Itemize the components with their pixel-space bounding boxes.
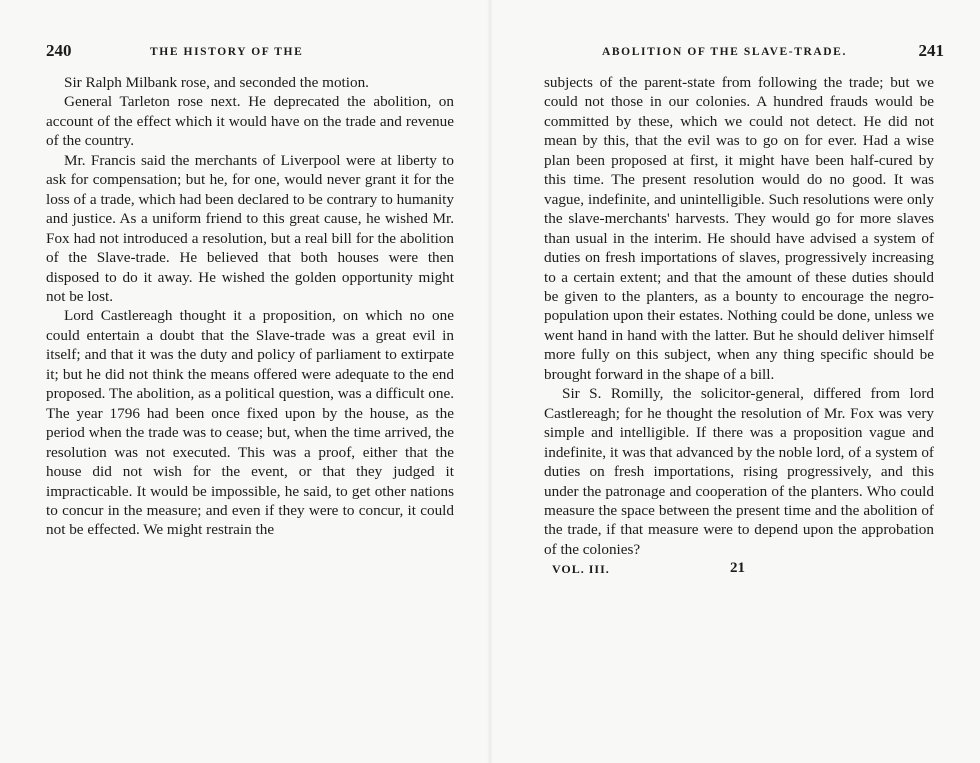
paragraph-francis: Mr. Francis said the merchants of Liverpool were at liberty to ask for compensation; but he, for one, would never grant it for the loss of a trade, which had been declared to be contrary to humanity and justice. As a uniform friend to this great cause, he wished Mr. Fox had not introduced a resolution, but a real bill for the abolition of the Slave-trade. He believed that both houses were then disposed to do it away. He wished the golden opportunity might not be lost. <box>46 151 454 305</box>
paragraph-castlereagh: Lord Castlereagh thought it a proposition, on which no one could entertain a doubt that the Slave-trade was a great evil in itself; and that it was the duty and policy of parliament to extirpate it; but he did not think the means offered were adequate to the end proposed. The abolition, as a political question, was a difficult one. The year 1796 had been once fixed upon by the house, as the period when the trade was to cease; but, when the time arrived, the resolution was not executed. This was a proof, either that the house did not wish for the event, or that they judged it impracticable. It would be impossible, he said, to get other nations to concur in the measure; and even if they were to concur, it could not be effected. We might restrain the <box>46 307 454 539</box>
signature-number: 21 <box>730 560 745 577</box>
right-page-body <box>544 73 934 559</box>
signature-line <box>544 560 934 580</box>
right-running-title: ABOLITION OF THE SLAVE-TRADE. <box>602 46 847 58</box>
paragraph-tarleton: General Tarleton rose next. He deprecated the abolition, on account of the effect which it would have on the trade and revenue of the country. <box>46 93 454 150</box>
left-page <box>46 40 454 540</box>
book-gutter <box>487 0 493 763</box>
right-page-number: 241 <box>918 41 944 60</box>
volume-signature: VOL. III. <box>552 562 610 577</box>
left-page-number: 240 <box>46 41 72 60</box>
left-page-header <box>46 40 454 64</box>
left-running-title: THE HISTORY OF THE <box>150 46 304 58</box>
paragraph-milbank: Sir Ralph Milbank rose, and seconded the motion. <box>64 74 369 91</box>
right-page-header <box>544 40 944 64</box>
right-page <box>544 40 944 580</box>
paragraph-romilly: Sir S. Romilly, the solicitor-general, differed from lord Castlereagh; for he thought the resolution of Mr. Fox was very simple and intelligible. If there was a proposition vague and indefinite, it was that advanced by the noble lord, of a system of duties on fresh importations, rising progressively, and this under the patronage and cooperation of the planters. Who could measure the space between the present time and the abolition of the trade, if that measure were to depend upon the approbation of the colonies? <box>544 385 934 558</box>
left-page-body <box>46 73 454 540</box>
paragraph-castlereagh-continued: subjects of the parent-state from following the trade; but we could not those in our colonies. A hundred frauds would be committed by these, which we could not detect. He did not mean by this, that the evil was to go on for ever. Had a wise plan been proposed at first, it might have been half-cured by this time. The present resolution would do no good. It was vague, indefinite, and unintelligible. Such resolutions were only the slave-merchants' harvests. They would go for more slaves than usual in the interim. He should have advised a system of duties on fresh importations of slaves, progressively increasing to a certain extent; and that the amount of these duties should be given to the planters, as a bounty to encourage the negro-population upon their estates. Nothing could be done, unless we went hand in hand with the latter. But he should deliver himself more fully on this subject, when any thing specific should be brought forward in the shape of a bill. <box>544 74 934 383</box>
